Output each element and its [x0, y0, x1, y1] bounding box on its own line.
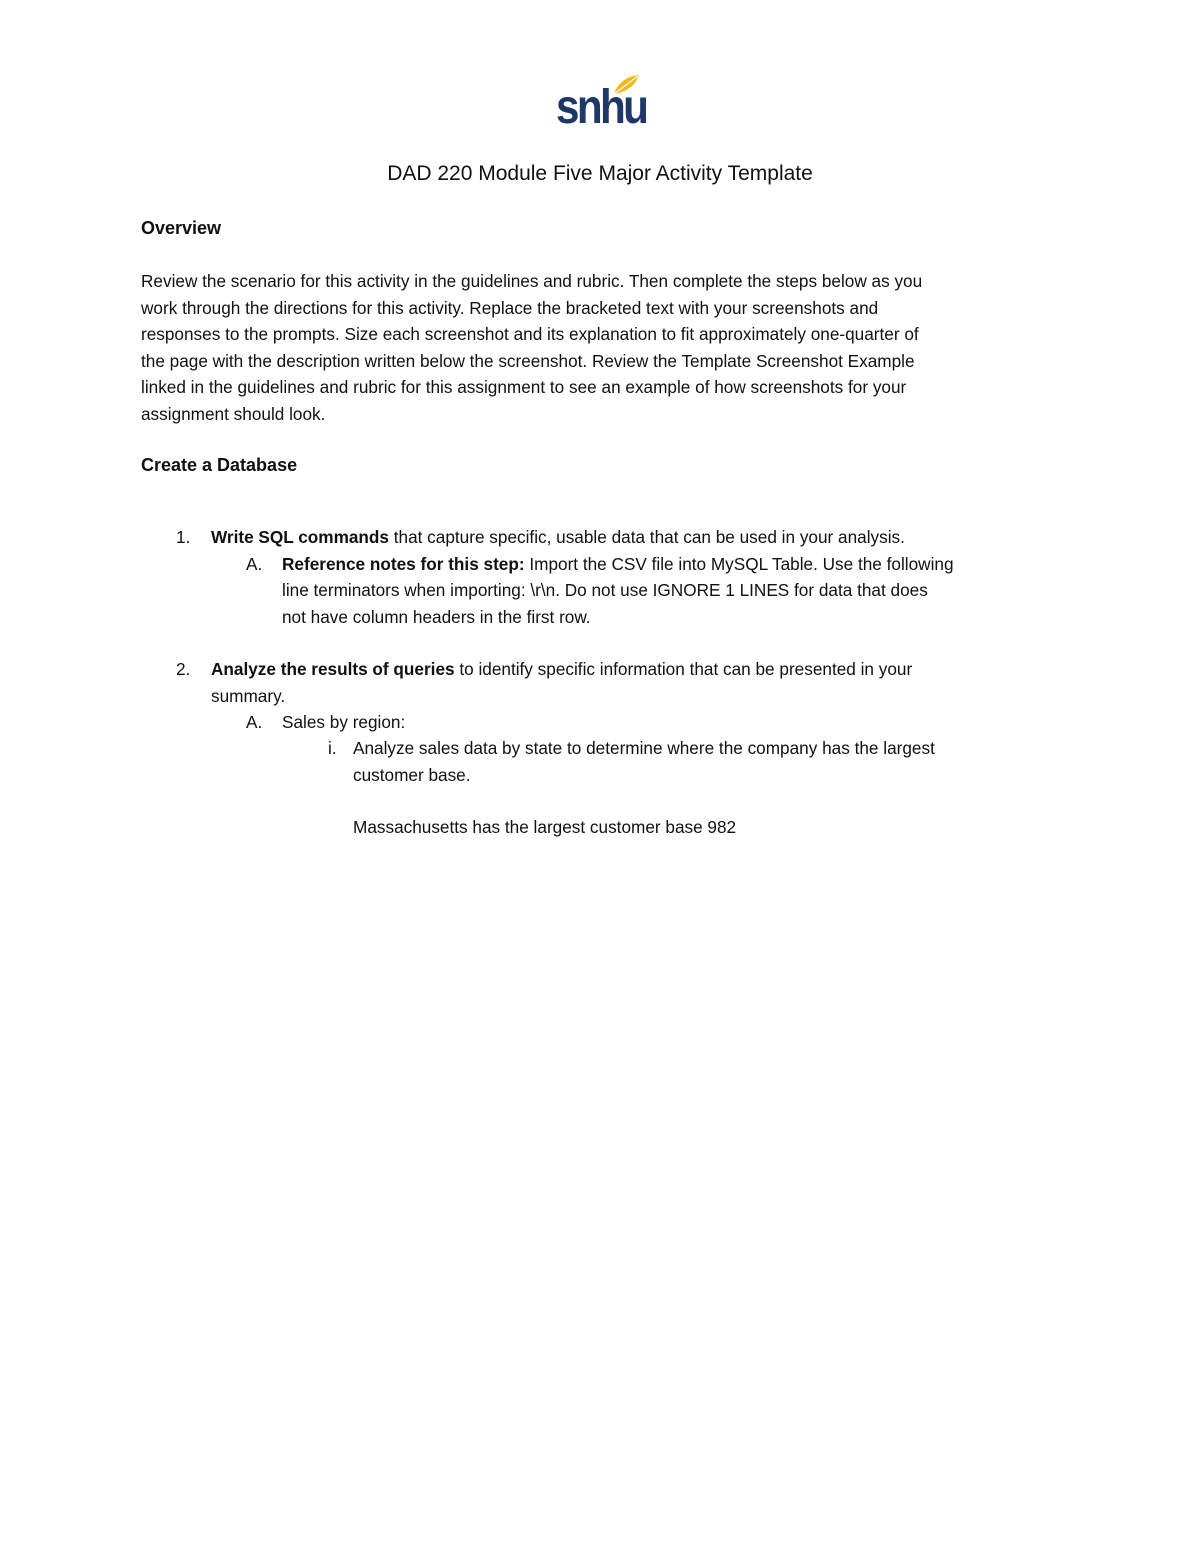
list-marker: i. — [328, 738, 337, 758]
list-marker: A. — [246, 712, 263, 732]
list-item-sales-by-region: Sales by region: — [282, 712, 406, 732]
answer-text: Massachusetts has the largest customer base 982 — [353, 817, 737, 837]
list-item-text: that capture specific, usable data that can be used in your analysis. — [388, 527, 905, 547]
overview-line: work through the directions for this activity. Replace the bracketed text with your screenshots and — [141, 297, 879, 318]
overview-line: assignment should look. — [141, 403, 326, 424]
list-marker: A. — [246, 554, 263, 574]
list-item-bold: Analyze the results of queries — [211, 659, 455, 679]
list-item-bold: Reference notes for this step: — [282, 554, 525, 574]
list-item-bold: Write SQL commands — [211, 527, 389, 547]
list-item-text: to identify specific information that can be presented in your — [454, 659, 913, 679]
list-item-reference-notes — [282, 551, 954, 578]
overview-line: linked in the guidelines and rubric for this assignment to see an example of how screenshots for your — [141, 377, 907, 397]
overview-line: Review the scenario for this activity in the guidelines and rubric. Then complete the steps below as you — [141, 271, 923, 291]
overview-line: the page with the description written below the screenshot. Review the Template Screenshot Example — [141, 350, 915, 371]
list-item-text: Import the CSV file into MySQL Table. Use the following — [524, 554, 954, 574]
create-database-heading: Create a Database — [141, 455, 298, 475]
overview-paragraph — [141, 268, 1051, 427]
list-item-text: not have column headers in the first row. — [282, 607, 591, 627]
snhu-logo — [552, 70, 647, 136]
list-item-analyze-results — [211, 656, 912, 683]
list-item-analyze-sales: Analyze sales data by state to determine where the company has the largest — [353, 738, 935, 758]
list-item-text: line terminators when importing: \r\n. Do not use IGNORE 1 LINES for data that does — [282, 580, 928, 600]
overview-line: responses to the prompts. Size each screenshot and its explanation to fit approximately one-quarter of — [141, 324, 919, 344]
logo-text: snhu — [556, 81, 647, 134]
list-item-text: summary. — [211, 686, 286, 706]
document-title: DAD 220 Module Five Major Activity Template — [387, 162, 813, 185]
list-item-write-sql — [211, 524, 905, 551]
list-marker: 1. — [176, 527, 191, 547]
list-marker: 2. — [176, 659, 191, 679]
overview-heading: Overview — [141, 218, 222, 238]
list-item-text: customer base. — [353, 765, 471, 785]
